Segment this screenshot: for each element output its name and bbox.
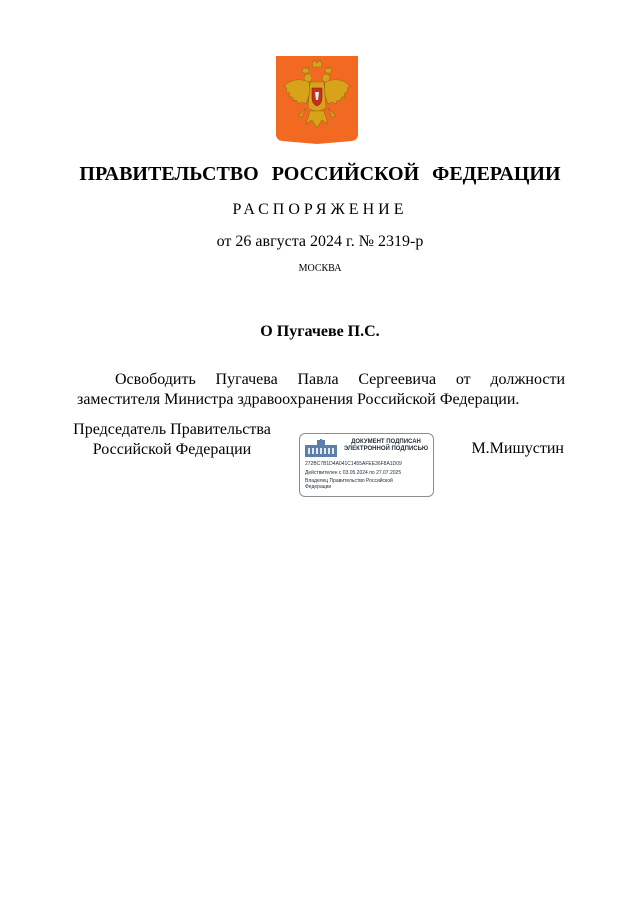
document-city: МОСКВА xyxy=(298,263,342,274)
stamp-validity: Действителен с 03.05.2024 по 27.07.2025 xyxy=(305,470,402,476)
signer-title-line2: Российской Федерации xyxy=(92,441,252,458)
russian-coat-of-arms-icon xyxy=(276,56,358,144)
document-date-number: от 26 августа 2024 г. № 2319-р xyxy=(216,233,424,250)
government-building-icon xyxy=(305,439,337,457)
document-subject: О Пугачеве П.С. xyxy=(260,323,380,340)
signer-title-line1: Председатель Правительства xyxy=(73,421,271,438)
stamp-owner-line2: Федерации xyxy=(305,484,332,490)
signer-title xyxy=(72,420,272,460)
document-type: РАСПОРЯЖЕНИЕ xyxy=(232,201,408,218)
document-body: Освободить Пугачева Павла Сергеевича от должности заместителя Министра здравоохранения Российской Федерации. xyxy=(77,371,565,408)
stamp-certificate: 272BC7B1D4A041C1455AFEE36F8A1D09 xyxy=(305,461,402,467)
stamp-heading-line1: ДОКУМЕНТ ПОДПИСАН xyxy=(351,439,421,445)
government-title: ПРАВИТЕЛЬСТВО РОССИЙСКОЙ ФЕДЕРАЦИИ xyxy=(79,163,561,185)
electronic-signature-stamp xyxy=(299,433,434,497)
stamp-heading-line2: ЭЛЕКТРОННОЙ ПОДПИСЬЮ xyxy=(343,446,429,452)
stamp-heading xyxy=(340,439,432,453)
signer-name: М.Мишустин xyxy=(471,440,564,457)
stamp-owner-line1: Владелец Правительство Российской xyxy=(305,478,393,484)
